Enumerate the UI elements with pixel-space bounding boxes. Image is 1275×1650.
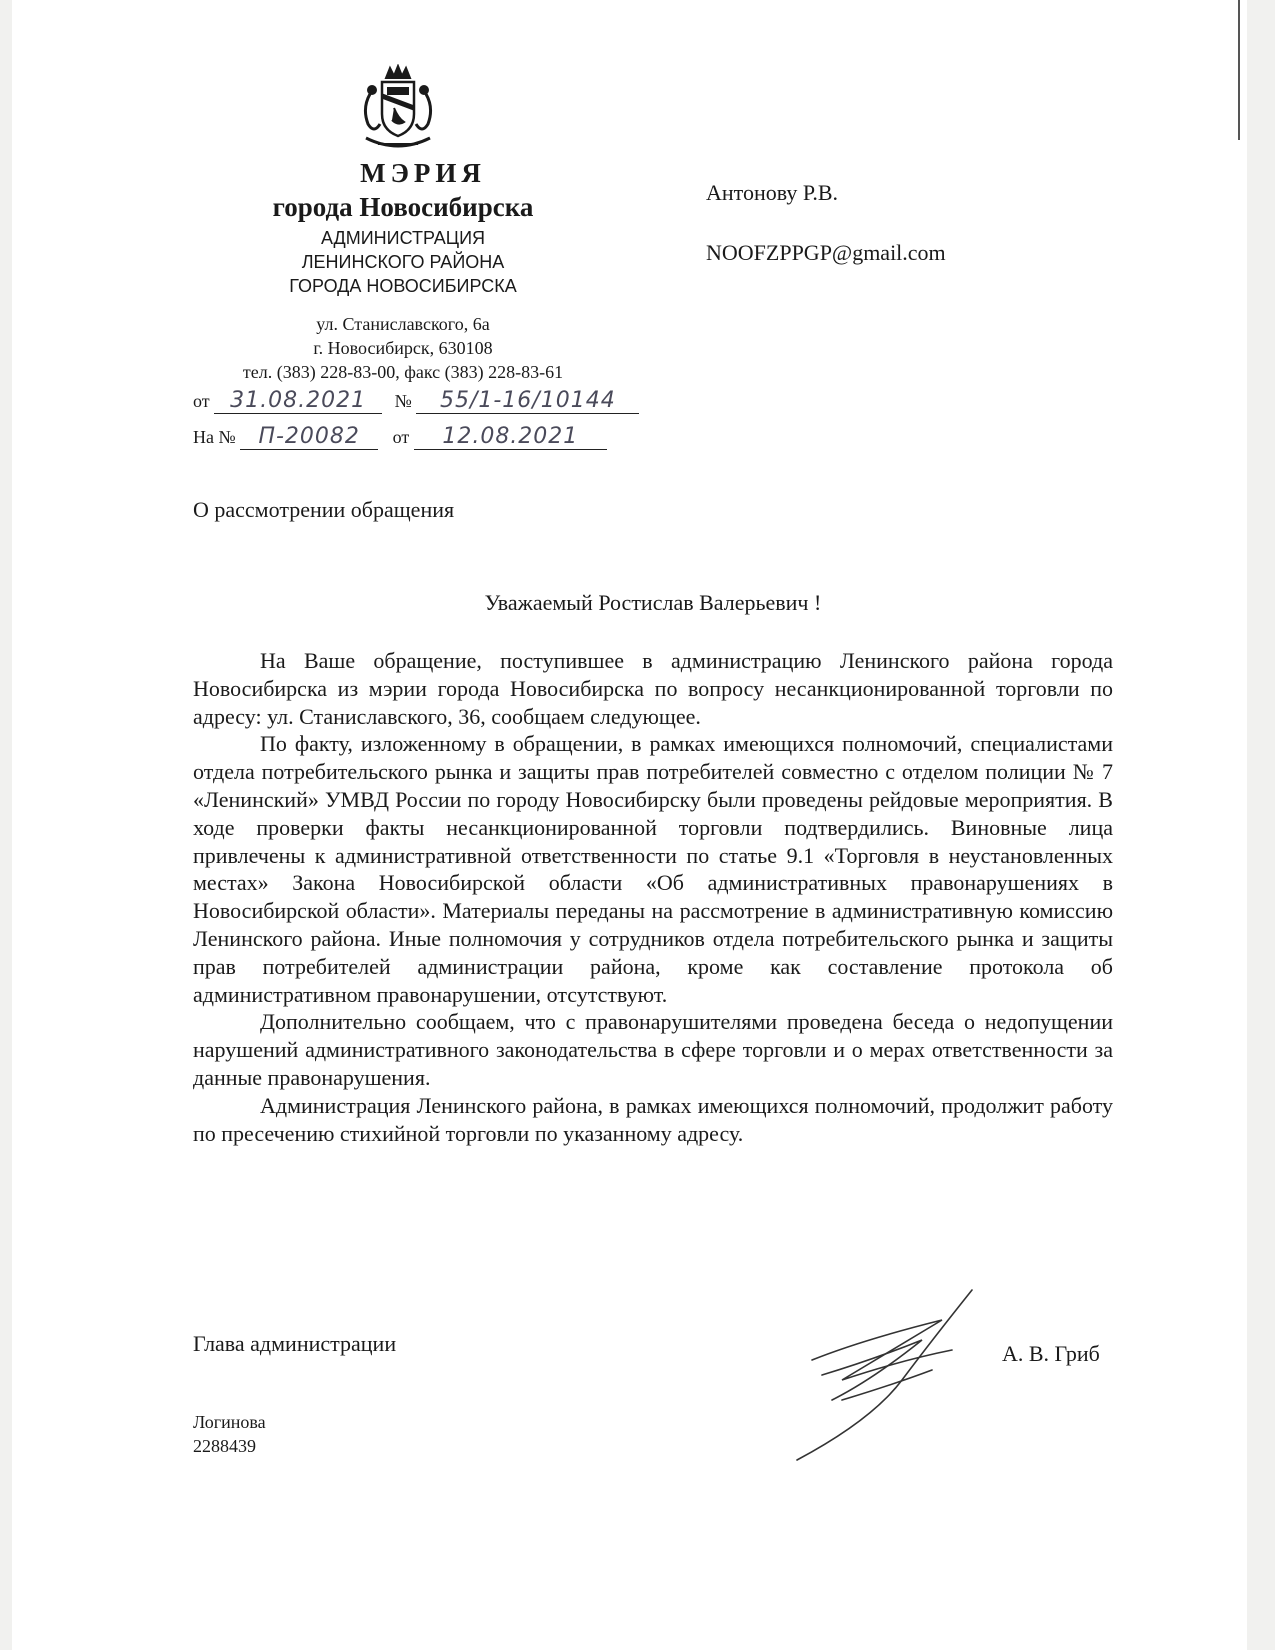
body-paragraph-4: Администрация Ленинского района, в рамках имеющихся полномочий, продолжит работу по пресечению стихийной торговли по указанному адресу.	[193, 1092, 1113, 1146]
executor-phone: 2288439	[193, 1436, 256, 1456]
reply-date: 12.08.2021	[414, 424, 607, 450]
recipient-email: NOOFZPPGP@gmail.com	[706, 240, 946, 265]
reply-date-prefix: от	[392, 427, 410, 447]
handwritten-signature	[782, 1280, 1002, 1470]
outgoing-number: 55/1-16/10144	[416, 388, 639, 414]
body-paragraph-1: На Ваше обращение, поступившее в администрацию Ленинского района города Новосибирска из мэрии города Новосибирска по вопросу несанкционированной торговли по адресу: ул. Станиславского, 36, сообщаем следующее.	[193, 648, 1113, 729]
executor-info	[193, 1410, 266, 1458]
org-address-phone: тел. (383) 228-83-00, факс (383) 228-83-61	[242, 362, 564, 382]
letter-body	[193, 647, 1113, 1147]
org-admin-line3: ГОРОДА НОВОСИБИРСКА	[289, 276, 517, 296]
letter-page	[12, 0, 1247, 1650]
org-address-street: ул. Станиславского, 6а	[316, 314, 490, 334]
body-paragraph-3: Дополнительно сообщаем, что с правонарушителями проведена беседа о недопущении нарушений административного законодательства в сфере торговли и о мерах ответственности за данные правонарушения.	[193, 1009, 1113, 1090]
org-admin-line2: ЛЕНИНСКОГО РАЙОНА	[301, 252, 505, 272]
signatory-title: Глава администрации	[193, 1331, 397, 1356]
org-title: МЭРИЯ	[360, 158, 486, 188]
org-city: города Новосибирска	[272, 192, 534, 222]
executor-name: Логинова	[193, 1412, 266, 1432]
outgoing-date: 31.08.2021	[214, 388, 382, 414]
date-prefix: от	[193, 391, 210, 411]
letter-greeting: Уважаемый Ростислав Валерьевич !	[484, 590, 822, 615]
number-prefix: №	[394, 391, 412, 411]
body-paragraph-2: По факту, изложенному в обращении, в рамках имеющихся полномочий, специалистами отдела потребительского рынка и защиты прав потребителей совместно с отделом полиции № 7 «Ленинский» УМВД России по городу Новосибирску были проведены рейдовые мероприятия. В ходе проверки факты несанкционированной торговли подтвердились. Виновные лица привлечены к административной ответственности по статье 9.1 «Торговля в неустановленных местах» Закона Новосибирской области «Об административных правонарушениях в Новосибирской области». Материалы переданы на рассмотрение в административную комиссию Ленинского района. Иные полномочия у сотрудников отдела потребительского рынка и защиты прав потребителей администрации района, кроме как составление протокола об административном правонарушении, отсутствуют.	[193, 731, 1113, 1007]
reply-prefix: На №	[193, 427, 236, 447]
scan-edge-line	[1238, 0, 1240, 140]
org-address-city: г. Новосибирск, 630108	[313, 338, 493, 358]
org-admin-line1: АДМИНИСТРАЦИЯ	[320, 228, 486, 248]
coat-of-arms-icon	[358, 64, 438, 156]
recipient-name: Антонову Р.В.	[706, 180, 839, 205]
reply-row	[193, 424, 607, 450]
reply-number: П-20082	[240, 424, 378, 450]
letter-subject: О рассмотрении обращения	[193, 497, 455, 522]
registration-row	[193, 388, 639, 414]
signatory-name: А. В. Гриб	[1002, 1341, 1100, 1366]
